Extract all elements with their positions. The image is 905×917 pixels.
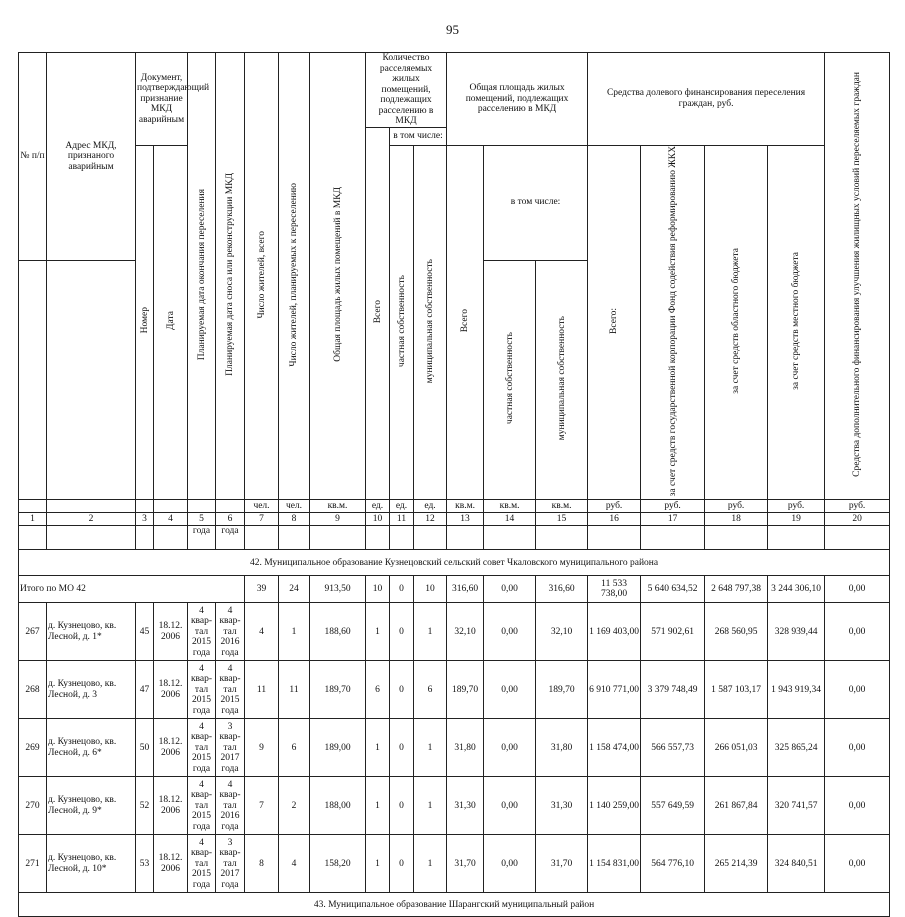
header-row-3: [19, 145, 890, 260]
hdr-additional-fin: Средства дополнительного финансирования улучшения жилищных условий переселяемых граждан: [825, 53, 890, 500]
hdr-residents-resettle: Число жителей, планируемых к переселению: [279, 53, 310, 500]
hdr-num: № п/п: [19, 53, 47, 261]
hdr-area-incl: в том числе:: [484, 145, 588, 260]
address-cell: д. Кузнецово, кв. Лесной, д. 6*: [47, 719, 136, 777]
hdr-doc-date: Дата: [154, 145, 188, 500]
column-numbers-row: 1 2 3 4 5 6 7 8 9 10 11 12 13 14 15 16 17 18 19 20: [19, 513, 890, 526]
section-header-43: [19, 893, 890, 917]
hdr-residents-total: Число жителей, всего: [245, 53, 279, 500]
hdr-end-date: Планируемая дата окончания переселения: [188, 53, 216, 500]
total-row: Итого по МО 42 39 24 913,50 10 0 10 316,60 0,00 316,60 11 533 738,00 5 640 634,52 2 648 797,38 3 244 306,10 0,00: [19, 576, 890, 603]
section-header-42: [19, 550, 890, 576]
table-row: 268 д. Кузнецово, кв. Лесной, д. 3 47 18.12. 2006 4 квар- тал 2015 года 4 квар- тал 2015 года 11 11 189,70 6 0 6 189,70 0,00 189,70 6 910 771,00 3 379 748,49 1 587 103,17 1 943 919,34 0,00: [19, 661, 890, 719]
hdr-demolition-date: Планируемая дата сноса или реконструкции МКД: [216, 53, 245, 500]
address-cell: д. Кузнецово, кв. Лесной, д. 10*: [47, 835, 136, 893]
address-cell: д. Кузнецово, кв. Лесной, д. 1*: [47, 603, 136, 661]
year-row: года года: [19, 526, 890, 550]
hdr-fin-total: Всего:: [588, 145, 641, 500]
hdr-address-spacer: [19, 260, 47, 500]
hdr-area-municipal: муниципальная собственность: [536, 260, 588, 500]
hdr-address: Адрес МКД, признаного аварийным: [47, 53, 136, 261]
total-label: Итого по МО 42: [19, 576, 245, 603]
table-row: 271 д. Кузнецово, кв. Лесной, д. 10* 53 18.12. 2006 4 квар- тал 2015 года 3 квар- тал 2017 года 8 4 158,20 1 0 1 31,70 0,00 31,70 1 154 831,00 564 776,10 265 214,39 324 840,51 0,00: [19, 835, 890, 893]
section-title: 42. Муниципальное образование Кузнецовский сельский совет Чкаловского муниципального района: [19, 550, 890, 576]
table-row: 267 д. Кузнецово, кв. Лесной, д. 1* 45 18.12. 2006 4 квар- тал 2015 года 4 квар- тал 2016 года 4 1 188,60 1 0 1 32,10 0,00 32,10 1 169 403,00 571 902,61 268 560,95 328 939,44 0,00: [19, 603, 890, 661]
table-row: 269 д. Кузнецово, кв. Лесной, д. 6* 50 18.12. 2006 4 квар- тал 2015 года 3 квар- тал 2017 года 9 6 189,00 1 0 1 31,80 0,00 31,80 1 158 474,00 566 557,73 266 051,03 325 865,24 0,00: [19, 719, 890, 777]
resettlement-table: [18, 52, 890, 917]
address-cell: д. Кузнецово, кв. Лесной, д. 9*: [47, 777, 136, 835]
hdr-num-spacer: [47, 260, 136, 500]
hdr-rooms-group: Количество расселяемых жилых помещений, подлежащих расселению в МКД: [366, 53, 447, 128]
hdr-doc-number: Номер: [136, 145, 154, 500]
hdr-rooms-private: частная собственность: [390, 145, 414, 500]
hdr-rooms-total: Всего: [366, 127, 390, 500]
hdr-fin-oblast: за счет средств областного бюджета: [705, 145, 768, 500]
hdr-document: Документ, подтверждающий признание МКД аварийным: [136, 53, 188, 146]
address-cell: д. Кузнецово, кв. Лесной, д. 3: [47, 661, 136, 719]
hdr-area-total: Всего: [447, 145, 484, 500]
hdr-area-private: частная собственность: [484, 260, 536, 500]
table-row: 270 д. Кузнецово, кв. Лесной, д. 9* 52 18.12. 2006 4 квар- тал 2015 года 4 квар- тал 2016 года 7 2 188,00 1 0 1 31,30 0,00 31,30 1 140 259,00 557 649,59 261 867,84 320 741,57 0,00: [19, 777, 890, 835]
hdr-fin-local: за счет средств местного бюджета: [768, 145, 825, 500]
section-title: 43. Муниципальное образование Шарангский муниципальный район: [19, 893, 890, 917]
hdr-area-group: Общая площадь жилых помещений, подлежащих расселению в МКД: [447, 53, 588, 146]
hdr-rooms-incl: в том числе:: [390, 127, 447, 145]
hdr-fin-group: Средства долевого финансирования переселения граждан, руб.: [588, 53, 825, 146]
hdr-total-area: Общая площадь жилых помещений в МКД: [310, 53, 366, 500]
hdr-fin-fund: за счет средств государственной корпорации Фонд содействия реформированию ЖКХ: [641, 145, 705, 500]
page-number: 95: [446, 22, 459, 37]
units-row: чел. чел. кв.м. ед. ед. ед. кв.м. кв.м. кв.м. руб. руб. руб. руб. руб.: [19, 500, 890, 513]
hdr-rooms-municipal: муниципальная собственность: [414, 145, 447, 500]
header-row-1: [19, 53, 890, 128]
